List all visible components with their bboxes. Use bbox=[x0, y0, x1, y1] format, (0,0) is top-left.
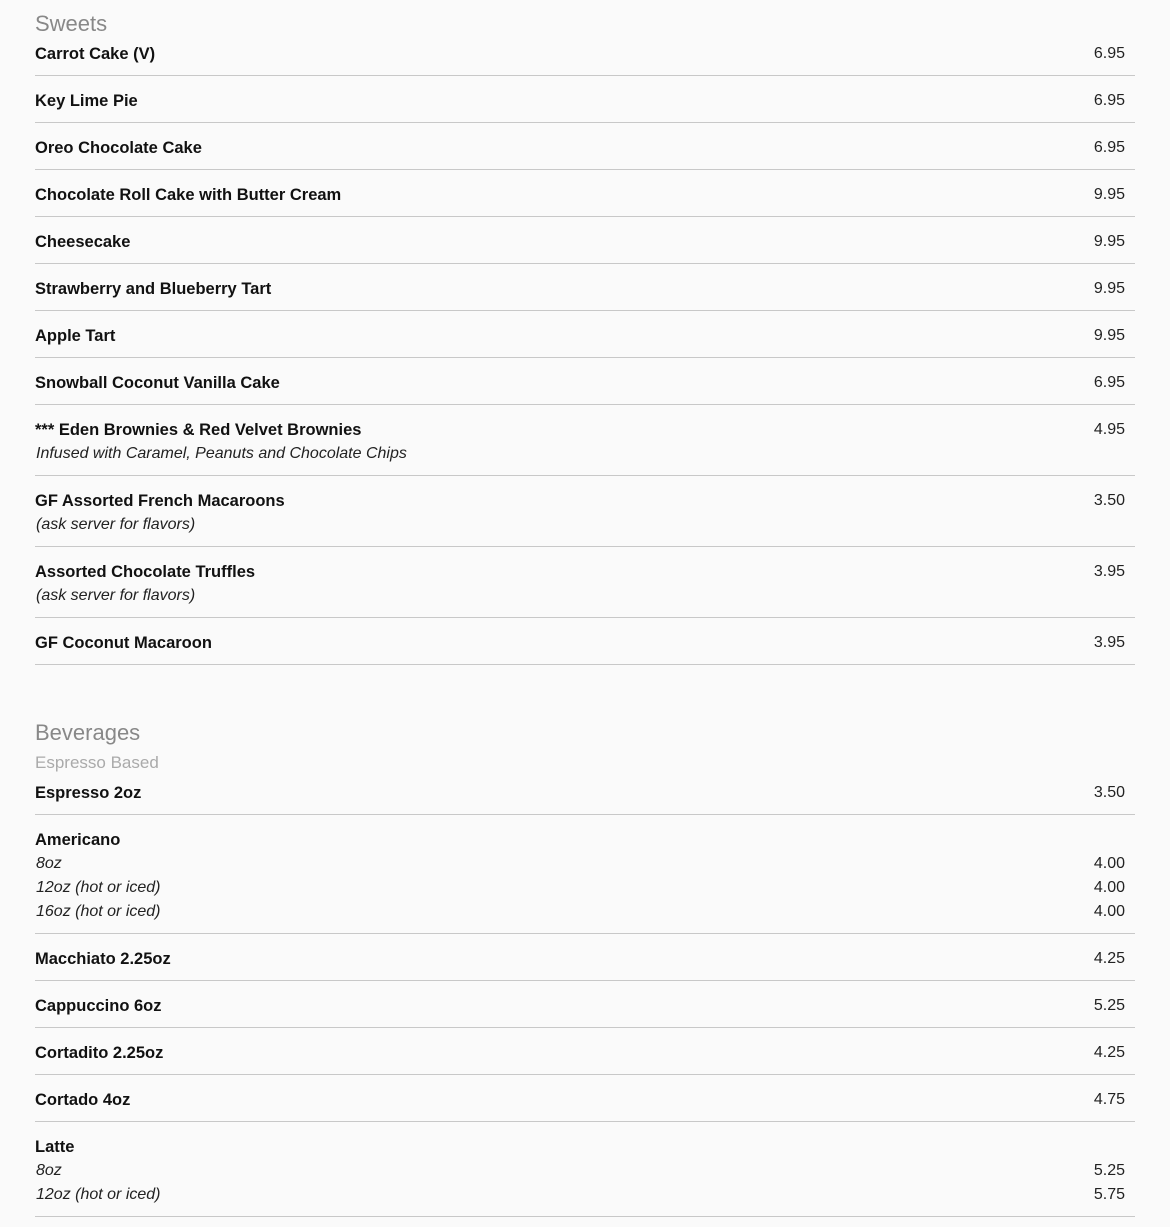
item-price: 5.25 bbox=[1093, 997, 1125, 1014]
menu-item bbox=[35, 825, 1135, 934]
menu-item-header bbox=[35, 274, 1135, 301]
menu-item bbox=[35, 133, 1135, 170]
item-name: Chocolate Roll Cake with Butter Cream bbox=[35, 186, 342, 204]
item-price: 9.95 bbox=[1093, 327, 1125, 344]
option-size: 12oz (hot or iced) bbox=[36, 1186, 161, 1203]
menu-item bbox=[35, 778, 1135, 815]
menu-item-header bbox=[35, 991, 1135, 1018]
menu-item bbox=[35, 628, 1135, 665]
menu-item bbox=[35, 86, 1135, 123]
menu-item bbox=[35, 368, 1135, 405]
item-name: Latte bbox=[35, 1138, 75, 1156]
item-description: (ask server for flavors) bbox=[36, 516, 196, 533]
item-option bbox=[35, 1159, 1135, 1183]
item-price: 6.95 bbox=[1093, 374, 1125, 391]
item-name: Key Lime Pie bbox=[35, 92, 138, 110]
item-description: (ask server for flavors) bbox=[36, 587, 196, 604]
item-name: Strawberry and Blueberry Tart bbox=[35, 280, 272, 298]
item-price: 9.95 bbox=[1093, 186, 1125, 203]
item-name: Macchiato 2.25oz bbox=[35, 950, 171, 968]
item-description: Infused with Caramel, Peanuts and Chocolate Chips bbox=[36, 445, 407, 462]
item-option bbox=[35, 1183, 1135, 1207]
item-name: Cortadito 2.25oz bbox=[35, 1044, 164, 1062]
item-price: 4.25 bbox=[1093, 1044, 1125, 1061]
item-price: 6.95 bbox=[1093, 92, 1125, 109]
item-price: 3.95 bbox=[1093, 634, 1125, 651]
item-price: 4.25 bbox=[1093, 950, 1125, 967]
item-price: 4.95 bbox=[1093, 421, 1125, 438]
menu-item bbox=[35, 1038, 1135, 1075]
menu-item-header bbox=[35, 133, 1135, 160]
menu bbox=[35, 9, 1135, 1227]
item-name: Assorted Chocolate Truffles bbox=[35, 563, 256, 581]
menu-item-header bbox=[35, 227, 1135, 254]
option-price: 5.25 bbox=[1093, 1162, 1125, 1179]
menu-item-header bbox=[35, 1038, 1135, 1065]
menu-item-header bbox=[35, 86, 1135, 113]
item-name: Espresso 2oz bbox=[35, 784, 142, 802]
menu-item-header bbox=[35, 1132, 1135, 1159]
subsection-title: Espresso Based bbox=[35, 753, 159, 772]
menu-item-header bbox=[35, 825, 1135, 852]
option-size: 8oz bbox=[36, 1162, 62, 1179]
menu-item bbox=[35, 321, 1135, 358]
option-price: 5.75 bbox=[1093, 1186, 1125, 1203]
item-name: Apple Tart bbox=[35, 327, 116, 345]
menu-item-header bbox=[35, 321, 1135, 348]
section-title: Beverages bbox=[35, 720, 141, 745]
menu-item-header bbox=[35, 628, 1135, 655]
item-name: Cappuccino 6oz bbox=[35, 997, 162, 1015]
menu-item bbox=[35, 991, 1135, 1028]
option-size: 8oz bbox=[36, 855, 62, 872]
item-option bbox=[35, 876, 1135, 900]
menu-item bbox=[35, 227, 1135, 264]
section-spacer bbox=[35, 675, 1135, 718]
menu-item bbox=[35, 39, 1135, 76]
item-price: 3.50 bbox=[1093, 492, 1125, 509]
section-title: Sweets bbox=[35, 11, 108, 36]
menu-item bbox=[35, 557, 1135, 618]
item-name: GF Assorted French Macaroons bbox=[35, 492, 285, 510]
menu-item-header bbox=[35, 180, 1135, 207]
menu-section bbox=[35, 675, 1135, 1217]
menu-item bbox=[35, 180, 1135, 217]
menu-item bbox=[35, 1085, 1135, 1122]
item-option bbox=[35, 852, 1135, 876]
item-price: 6.95 bbox=[1093, 45, 1125, 62]
menu-item bbox=[35, 274, 1135, 311]
menu-item-header bbox=[35, 415, 1135, 442]
menu-item-header bbox=[35, 368, 1135, 395]
menu-item-header bbox=[35, 778, 1135, 805]
item-price: 9.95 bbox=[1093, 233, 1125, 250]
option-price: 4.00 bbox=[1093, 879, 1125, 896]
item-name: Carrot Cake (V) bbox=[35, 45, 156, 63]
menu-item-header bbox=[35, 1085, 1135, 1112]
item-name: Americano bbox=[35, 831, 121, 849]
option-price: 4.00 bbox=[1093, 855, 1125, 872]
menu-item bbox=[35, 486, 1135, 547]
item-name: Cortado 4oz bbox=[35, 1091, 131, 1109]
menu-item-header bbox=[35, 39, 1135, 66]
item-price: 3.95 bbox=[1093, 563, 1125, 580]
option-size: 16oz (hot or iced) bbox=[36, 903, 161, 920]
menu-item-header bbox=[35, 557, 1135, 584]
menu-item bbox=[35, 944, 1135, 981]
item-name: Snowball Coconut Vanilla Cake bbox=[35, 374, 280, 392]
option-size: 12oz (hot or iced) bbox=[36, 879, 161, 896]
item-price: 9.95 bbox=[1093, 280, 1125, 297]
item-price: 3.50 bbox=[1093, 784, 1125, 801]
item-price: 4.75 bbox=[1093, 1091, 1125, 1108]
item-price: 6.95 bbox=[1093, 139, 1125, 156]
item-name: GF Coconut Macaroon bbox=[35, 634, 212, 652]
menu-section bbox=[35, 9, 1135, 665]
menu-item-header bbox=[35, 486, 1135, 513]
option-price: 4.00 bbox=[1093, 903, 1125, 920]
item-name: Oreo Chocolate Cake bbox=[35, 139, 202, 157]
menu-item bbox=[35, 415, 1135, 476]
item-name: Cheesecake bbox=[35, 233, 131, 251]
item-name: *** Eden Brownies & Red Velvet Brownies bbox=[35, 421, 362, 439]
menu-item-header bbox=[35, 944, 1135, 971]
item-option bbox=[35, 900, 1135, 924]
